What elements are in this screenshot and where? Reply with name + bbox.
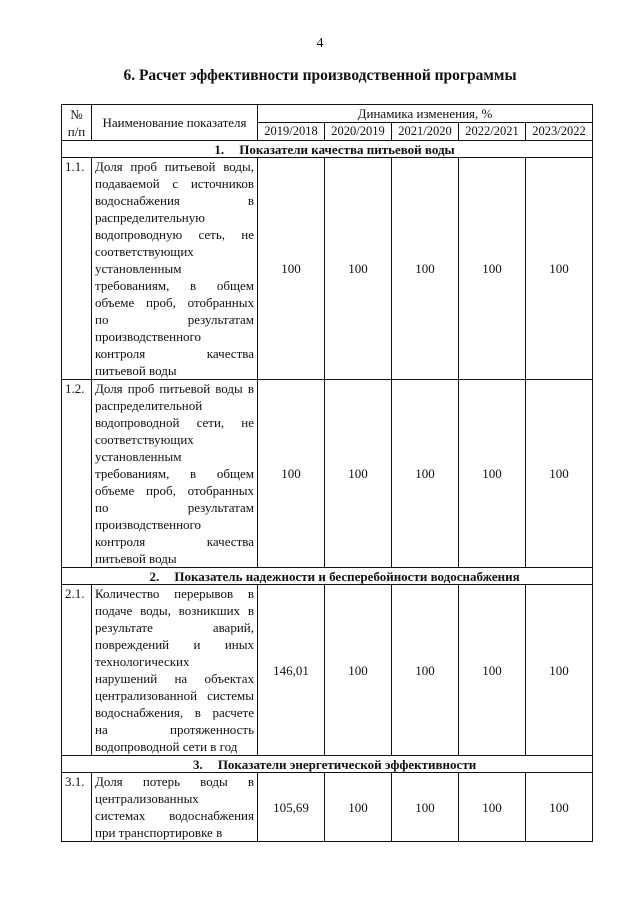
section-title: Показатель надежности и бесперебойности водоснабжения [174,568,520,584]
indicator-value: 100 [325,585,392,756]
indicator-value: 100 [325,380,392,568]
indicator-value: 100 [325,158,392,380]
indicator-name-line: централизованных [95,791,199,806]
header-indicator-name: Наименование показателя [92,105,258,141]
indicator-name-line: водоснабжения в [95,193,254,208]
indicator-value: 100 [459,585,526,756]
table-row [62,380,593,568]
indicator-name-line: установленным [95,449,182,464]
indicator-name-line: требованиям, в общем [95,278,254,293]
section-heading [62,756,593,773]
indicator-name-line: централизованной системы [95,688,254,703]
row-index: 2.1. [62,585,92,756]
indicator-name-line: соответствующих [95,244,194,259]
indicator-value: 100 [392,158,459,380]
section-number: 2. [149,568,160,584]
indicator-value: 100 [526,773,593,842]
section-title: Показатели качества питьевой воды [239,141,455,157]
header-year: 2020/2019 [325,123,392,141]
section-number: 3. [192,756,203,772]
section-heading [62,141,593,158]
indicator-value: 100 [459,773,526,842]
indicator-name-line: объеме проб, отобранных [95,295,254,310]
page-number: 4 [316,36,324,51]
indicator-name [92,773,258,842]
indicator-name-line: при транспортировке в [95,825,223,840]
row-index: 1.2. [62,380,92,568]
indicator-name-line: водопроводной сети, не [95,415,254,430]
indicator-name [92,158,258,380]
indicator-name-line: распределительную [95,210,205,225]
indicator-value: 100 [325,773,392,842]
indicator-name-line: Доля проб питьевой воды в [95,381,254,396]
section-row [62,568,593,585]
indicator-value: 100 [258,380,325,568]
indicator-value: 146,01 [258,585,325,756]
indicator-name-line: водопроводной сети в год [95,739,238,754]
indicator-value: 100 [392,773,459,842]
indicator-name-line: распределительной [95,398,203,413]
indicator-name-line: Доля потерь воды в [95,774,254,789]
indicator-name-line: установленным [95,261,182,276]
indicator-value: 100 [459,158,526,380]
indicator-name-line: питьевой воды [95,363,177,378]
page-title: 6. Расчет эффективности производственной программы [123,67,517,84]
indicator-name-line: водоснабжения, в расчете [95,705,254,720]
table-row [62,158,593,380]
indicator-name-line: питьевой воды [95,551,177,566]
section-row [62,756,593,773]
indicator-name-line: нарушений на объектах [95,671,254,686]
indicator-value: 100 [526,158,593,380]
row-index: 3.1. [62,773,92,842]
indicator-value: 100 [459,380,526,568]
indicator-value: 100 [258,158,325,380]
indicator-name-line: водопроводную сеть, не [95,227,254,242]
indicator-name-line: на протяженность [95,722,254,737]
indicator-name-line: технологических [95,654,190,669]
indicator-name-line: системах водоснабжения [95,808,254,823]
indicator-name-line: контроля качества [95,534,254,549]
indicator-name-line: производственного [95,329,202,344]
indicator-value: 100 [392,380,459,568]
indicator-name [92,585,258,756]
table-row [62,773,593,842]
indicator-value: 100 [392,585,459,756]
indicator-value: 105,69 [258,773,325,842]
indicator-name-line: требованиям, в общем [95,466,254,481]
indicator-name [92,380,258,568]
header-number-line2: п/п [67,123,86,139]
header-year: 2022/2021 [459,123,526,141]
indicator-name-line: результате аварий, [95,620,254,635]
header-year: 2023/2022 [526,123,593,141]
indicator-name-line: контроля качества [95,346,254,361]
table-row [62,585,593,756]
section-heading [62,568,593,585]
section-number: 1. [214,141,225,157]
indicator-name-line: по результатам [95,312,254,327]
indicator-name-line: по результатам [95,500,254,515]
indicator-name-line: соответствующих [95,432,194,447]
indicator-name-line: подаче воды, возникших в [95,603,254,618]
indicator-name-line: повреждений и иных [95,637,254,652]
indicator-name-line: Доля проб питьевой воды, [95,159,254,174]
efficiency-table [61,104,593,842]
header-year: 2019/2018 [258,123,325,141]
indicator-name-line: подаваемой с источников [95,176,254,191]
indicator-name-line: производственного [95,517,202,532]
section-row [62,141,593,158]
header-number [62,105,92,141]
indicator-name-line: Количество перерывов в [95,586,254,601]
header-number-line1: № [70,106,83,122]
header-dynamics: Динамика изменения, % [258,105,593,123]
indicator-value: 100 [526,585,593,756]
indicator-name-line: объеме проб, отобранных [95,483,254,498]
indicator-value: 100 [526,380,593,568]
header-year: 2021/2020 [392,123,459,141]
section-title: Показатели энергетической эффективности [217,756,477,772]
row-index: 1.1. [62,158,92,380]
